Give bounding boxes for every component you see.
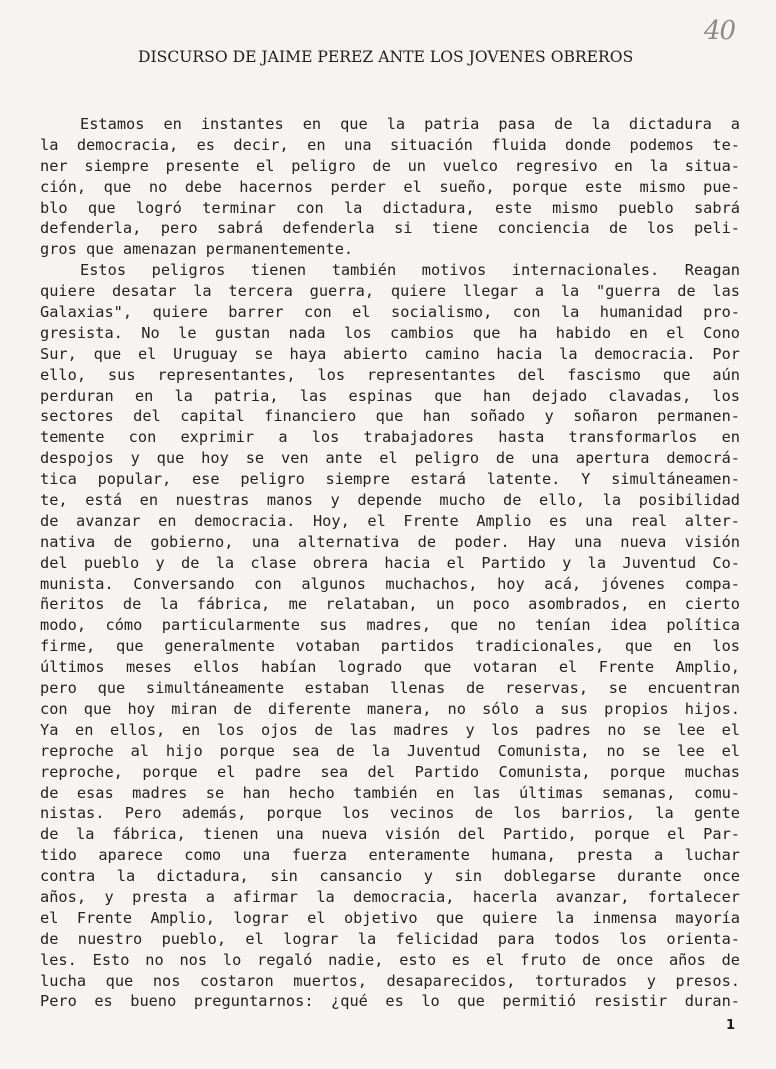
text-line: reproche, porque el padre sea del Partido Comunista, porque muchas <box>40 762 740 781</box>
text-line: pero que simultáneamente estaban llenas de reservas, se encuentran <box>40 679 740 698</box>
text-line: munista. Conversando con algunos muchachos, hoy acá, jóvenes compa- <box>40 574 740 593</box>
text-line: tido aparece como una fuerza enteramente humana, presta a luchar <box>40 846 740 865</box>
text-line: Galaxias", quiere barrer con el socialismo, con la humanidad pro- <box>40 303 740 322</box>
handwritten-page-number: 40 <box>704 16 736 46</box>
text-line: del pueblo y de la clase obrera hacia el Partido y la Juventud Co- <box>40 553 740 572</box>
text-line: les. Esto no nos lo regaló nadie, esto es el fruto de once años de <box>40 950 740 969</box>
text-line: ello, sus representantes, los representantes del fascismo que aún <box>40 365 740 384</box>
text-line: lucha que nos costaron muertos, desaparecidos, torturados y presos. <box>40 971 740 990</box>
text-line: de nuestro pueblo, el lograr la felicidad para todos los orienta- <box>40 929 740 948</box>
text-line: ción, que no debe hacernos perder el sueño, porque este mismo pue- <box>40 177 740 196</box>
text-line: defenderla, pero sabrá defenderla si tiene conciencia de los peli- <box>40 219 740 238</box>
page-number: 1 <box>726 1018 736 1033</box>
text-line: quiere desatar la tercera guerra, quiere llegar a la "guerra de las <box>40 282 740 301</box>
text-line: reproche al hijo porque sea de la Juventud Comunista, no se lee el <box>40 741 740 760</box>
text-line: el Frente Amplio, lograr el objetivo que quiere la inmensa mayoría <box>40 908 740 927</box>
text-line: años, y presta a afirmar la democracia, hacerla avanzar, fortalecer <box>40 887 740 906</box>
document-title: DISCURSO DE JAIME PEREZ ANTE LOS JOVENES OBREROS <box>138 48 634 66</box>
text-line: ñeritos de la fábrica, me relataban, un poco asombrados, en cierto <box>40 595 740 614</box>
text-line: modo, cómo particularmente sus madres, que no tenían idea política <box>40 616 740 635</box>
text-line: de la fábrica, tienen una nueva visión del Partido, porque el Par- <box>40 825 740 844</box>
text-line: firme, que generalmente votaban partidos tradicionales, que en los <box>40 637 740 656</box>
text-line: nistas. Pero además, porque los vecinos de los barrios, la gente <box>40 804 740 823</box>
text-line: gros que amenazan permanentemente. <box>40 240 354 259</box>
text-line: Sur, que el Uruguay se haya abierto camino hacia la democracia. Por <box>40 344 740 363</box>
text-line: últimos meses ellos habían logrado que votaran el Frente Amplio, <box>40 658 740 677</box>
text-line: Pero es bueno preguntarnos: ¿qué es lo que permitió resistir duran- <box>40 992 740 1011</box>
text-line: gresista. No le gustan nada los cambios que ha habido en el Cono <box>40 323 740 342</box>
text-line: con que hoy miran de diferente manera, no sólo a sus propios hijos. <box>40 699 740 718</box>
text-line: Estamos en instantes en que la patria pasa de la dictadura a <box>80 115 740 133</box>
text-line: perduran en la patria, las espinas que han dejado clavadas, los <box>40 386 740 405</box>
text-line: despojos y que hoy se ven ante el peligro de una apertura democrá- <box>40 449 740 468</box>
text-line: blo que logró terminar con la dictadura, este mismo pueblo sabrá <box>40 198 740 217</box>
text-line: temente con exprimir a los trabajadores hasta transformarlos en <box>40 428 740 447</box>
text-line: sectores del capital financiero que han soñado y soñaron permanen- <box>40 407 740 426</box>
text-line: te, está en nuestras manos y depende mucho de ello, la posibilidad <box>40 491 740 510</box>
text-line: de avanzar en democracia. Hoy, el Frente Amplio es una real alter- <box>40 511 740 530</box>
text-line: la democracia, es decir, en una situación fluida donde podemos te- <box>40 135 740 154</box>
text-line: tica popular, ese peligro siempre estará latente. Y simultáneamen- <box>40 470 740 489</box>
text-line: de esas madres se han hecho también en las últimas semanas, comu- <box>40 783 740 802</box>
text-line: ner siempre presente el peligro de un vuelco regresivo en la situa- <box>40 156 740 175</box>
text-line: nativa de gobierno, una alternativa de poder. Hay una nueva visión <box>40 532 740 551</box>
text-line: Ya en ellos, en los ojos de las madres y los padres no se lee el <box>40 720 740 739</box>
text-line: contra la dictadura, sin cansancio y sin doblegarse durante once <box>40 867 740 886</box>
speech-body <box>40 114 740 1012</box>
text-line: Estos peligros tienen también motivos internacionales. Reagan <box>80 261 740 280</box>
